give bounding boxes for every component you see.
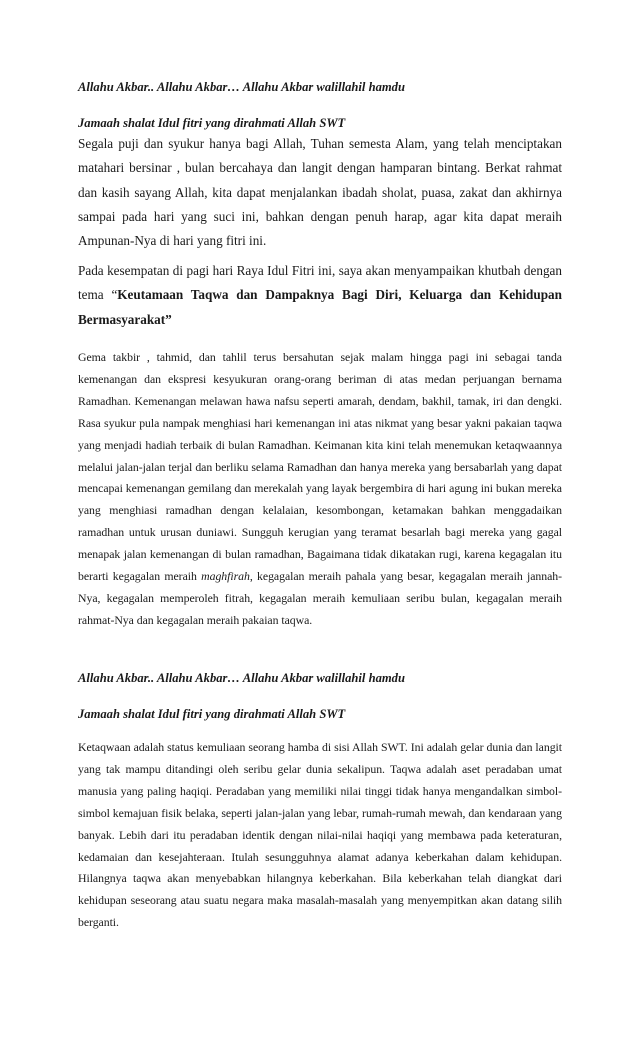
salutation-heading: Jamaah shalat Idul fitri yang dirahmati Allah SWT [78, 116, 346, 130]
takbir-reflection-paragraph [78, 347, 562, 632]
opening-paragraph: Segala puji dan syukur hanya bagi Allah, Tuhan semesta Alam, yang telah menciptakan matahari bersinar , bulan bercahaya dan langit dengan hamparan bintang. Berkat rahmat dan kasih sayang Allah, kita dapat menjalankan ibadah sholat, puasa, zakat dan akhirnya sampai pada hari yang suci ini, bahkan dengan penuh harap, agar kita dapat meraih Ampunan-Nya di hari yang fitri ini. [78, 136, 562, 249]
takbir-heading: Allahu Akbar.. Allahu Akbar… Allahu Akbar walillahil hamdu [78, 80, 405, 94]
theme-paragraph [78, 259, 562, 332]
taqwa-paragraph: Ketaqwaan adalah status kemuliaan seorang hamba di sisi Allah SWT. Ini adalah gelar dunia dan langit yang tak mampu ditandingi oleh seribu gelar dunia sekalipun. Taqwa adalah aset peradaban umat manusia yang paling haqiqi. Peradaban yang memiliki nilai tinggi tidak hanya mengandalkan simbol-simbol kemajuan fisik belaka, seperti jalan-jalan yang lebar, rumah-rumah mewah, dan kendaraan yang banyak. Lebih dari itu peradaban identik dengan nilai-nilai haqiqi yang membawa pada keteraturan, kedamaian dan kesejahteraan. Itulah sesungguhnya alamat adanya keberkahan dalam kehidupan. Hilangnya taqwa akan menyebabkan hilangnya keberkahan. Bila keberkahan telah diangkat dari kehidupan seseorang atau suatu negara maka masalah-masalah yang menyempitkan akan datang silih berganti. [78, 740, 562, 930]
sermon-theme-title: Keutamaan Taqwa dan Dampaknya Bagi Diri, Keluarga dan Kehidupan Bermasyarakat” [78, 287, 562, 327]
reflection-text-part-2: , kegagalan meraih pahala yang besar, kegagalan meraih jannah-Nya, kegagalan memperoleh fitrah, kegagalan meraih kemuliaan seribu bulan, kegagalan meraih rahmat-Nya dan kegagalan meraih pakaian taqwa. [78, 569, 562, 627]
takbir-heading-repeat: Allahu Akbar.. Allahu Akbar… Allahu Akbar walillahil hamdu [78, 671, 405, 685]
maghfirah-term: maghfirah [201, 569, 250, 584]
reflection-text-part-1: Gema takbir , tahmid, dan tahlil terus bersahutan sejak malam hingga pagi ini sebagai tanda kemenangan dan ekspresi kesyukuran orang-orang beriman di atas medan perjuangan bernama Ramadhan. Kemenangan melawan hawa nafsu seperti amarah, dendam, bakhil, tamak, iri dan dengki. Rasa syukur pula nampak menghiasi hari kemenangan ini atas nikmat yang besar yakni pakaian taqwa yang menjadi hadiah terbaik di bulan Ramadhan. Keimanan kita kini telah menemukan ketaqwaannya melalui jalan-jalan terjal dan berliku selama Ramadhan dan hanya mereka yang bersabarlah yang dapat mencapai kemenangan gemilang dan merekalah yang layak bergembira di hari agung ini bukan mereka yang menghiasi ramadhan dengan kelalaian, kesombongan, ketamakan bahkan menggadaikan ramadhan untuk urusan duniawi. Sungguh kerugian yang teramat besarlah bagi mereka yang gagal menapak jalan kemenangan di bulan ramadhan, Bagaimana tidak dikatakan rugi, karena kegagalan itu berarti kegagalan meraih [78, 350, 562, 584]
salutation-heading-repeat: Jamaah shalat Idul fitri yang dirahmati Allah SWT [78, 707, 346, 721]
theme-intro-text: Pada kesempatan di pagi hari Raya Idul Fitri ini, saya akan menyampaikan khutbah dengan tema “ [78, 263, 562, 303]
